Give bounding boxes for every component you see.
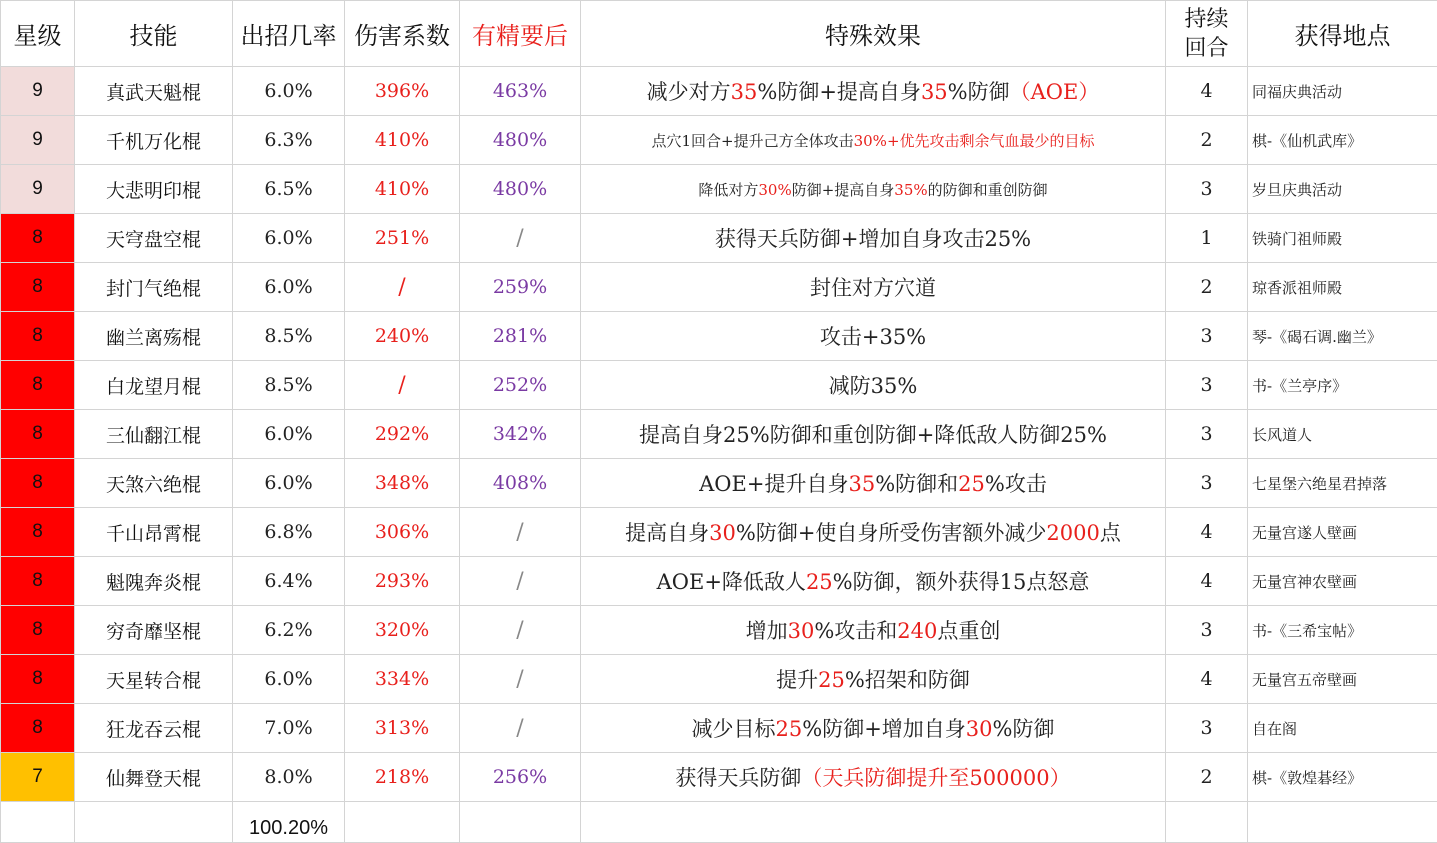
effect-text: 点重创	[937, 619, 1000, 643]
total-cell-empty[interactable]	[75, 802, 233, 843]
table-row	[1, 67, 1437, 116]
refined-cell[interactable]: /	[460, 655, 581, 704]
table-row	[1, 508, 1437, 557]
refined-cell[interactable]: /	[460, 704, 581, 753]
rate-cell[interactable]: 7.0%	[233, 704, 345, 753]
star-cell[interactable]: 8	[1, 361, 75, 410]
effect-highlight: 30%	[854, 132, 887, 150]
location-cell[interactable]: 长风道人	[1248, 410, 1437, 459]
star-cell[interactable]: 8	[1, 606, 75, 655]
table-row	[1, 165, 1437, 214]
location-cell[interactable]: 七星堡六绝星君掉落	[1248, 459, 1437, 508]
effect-cell[interactable]	[581, 67, 1166, 116]
rounds-cell[interactable]: 3	[1166, 606, 1248, 655]
effect-cell[interactable]	[581, 655, 1166, 704]
location-cell[interactable]: 无量宫遂人壁画	[1248, 508, 1437, 557]
header-skill[interactable]: 技能	[75, 1, 233, 67]
effect-text: 减防35%	[829, 374, 918, 398]
rounds-cell[interactable]: 4	[1166, 557, 1248, 606]
rate-cell[interactable]: 6.0%	[233, 410, 345, 459]
skill-name-cell[interactable]: 千机万化棍	[75, 116, 233, 165]
refined-cell[interactable]: 259%	[460, 263, 581, 312]
effect-text: 封住对方穴道	[810, 276, 936, 300]
skill-name-cell[interactable]: 魁隗奔炎棍	[75, 557, 233, 606]
rounds-cell[interactable]: 4	[1166, 508, 1248, 557]
rounds-cell[interactable]: 4	[1166, 67, 1248, 116]
refined-cell[interactable]: /	[460, 214, 581, 263]
location-cell[interactable]: 琼香派祖师殿	[1248, 263, 1437, 312]
table-row	[1, 116, 1437, 165]
location-cell[interactable]: 同福庆典活动	[1248, 67, 1437, 116]
rate-cell[interactable]: 6.2%	[233, 606, 345, 655]
skill-name-cell[interactable]: 真武天魁棍	[75, 67, 233, 116]
effect-highlight: 30	[966, 717, 993, 741]
effect-cell[interactable]	[581, 116, 1166, 165]
refined-cell[interactable]: /	[460, 508, 581, 557]
effect-text: AOE+降低敌人	[657, 570, 806, 594]
rate-cell[interactable]: 6.0%	[233, 263, 345, 312]
rate-cell[interactable]: 6.0%	[233, 655, 345, 704]
damage-cell[interactable]: 348%	[345, 459, 460, 508]
effect-text: 提高自身25%防御和重创防御+降低敌人防御25%	[639, 423, 1107, 447]
star-cell[interactable]: 8	[1, 557, 75, 606]
refined-cell[interactable]: /	[460, 557, 581, 606]
rounds-cell[interactable]: 1	[1166, 214, 1248, 263]
header-rounds[interactable]	[1166, 1, 1248, 67]
rounds-cell[interactable]: 3	[1166, 410, 1248, 459]
damage-cell[interactable]: 251%	[345, 214, 460, 263]
table-row	[1, 557, 1437, 606]
rate-cell[interactable]: 6.8%	[233, 508, 345, 557]
skill-name-cell[interactable]: 三仙翻江棍	[75, 410, 233, 459]
table-row	[1, 606, 1437, 655]
location-cell[interactable]: 自在阁	[1248, 704, 1437, 753]
effect-text: 防御+提高自身	[792, 181, 895, 199]
location-cell[interactable]: 书-《三希宝帖》	[1248, 606, 1437, 655]
effect-text: %防御+使自身所受伤害额外减少	[736, 521, 1047, 545]
effect-cell[interactable]	[581, 606, 1166, 655]
rate-cell[interactable]: 6.0%	[233, 67, 345, 116]
effect-highlight: 35	[848, 472, 875, 496]
location-cell[interactable]: 无量宫五帝壁画	[1248, 655, 1437, 704]
location-cell[interactable]: 无量宫神农壁画	[1248, 557, 1437, 606]
star-cell[interactable]: 9	[1, 67, 75, 116]
damage-cell[interactable]: 293%	[345, 557, 460, 606]
effect-highlight: 25	[806, 570, 833, 594]
table-row	[1, 655, 1437, 704]
rate-cell[interactable]: 6.5%	[233, 165, 345, 214]
star-cell[interactable]: 9	[1, 116, 75, 165]
total-cell-empty[interactable]	[581, 802, 1166, 843]
location-cell[interactable]: 铁骑门祖师殿	[1248, 214, 1437, 263]
rate-cell[interactable]: 6.4%	[233, 557, 345, 606]
effect-text: %防御+提高自身	[757, 80, 921, 104]
damage-cell[interactable]: 320%	[345, 606, 460, 655]
effect-text: 获得天兵防御+增加自身攻击25%	[715, 227, 1031, 251]
damage-cell[interactable]: 410%	[345, 116, 460, 165]
table-row	[1, 361, 1437, 410]
table-row	[1, 459, 1437, 508]
header-effect[interactable]: 特殊效果	[581, 1, 1166, 67]
damage-cell[interactable]: 306%	[345, 508, 460, 557]
star-cell[interactable]: 8	[1, 459, 75, 508]
rounds-cell[interactable]: 3	[1166, 704, 1248, 753]
damage-cell[interactable]: 313%	[345, 704, 460, 753]
effect-text: %防御	[993, 717, 1055, 741]
rounds-cell[interactable]: 2	[1166, 116, 1248, 165]
table-row	[1, 753, 1437, 802]
header-refined[interactable]: 有精要后	[460, 1, 581, 67]
effect-highlight: （天兵防御提升至500000）	[801, 766, 1070, 790]
skill-name-cell[interactable]: 仙舞登天棍	[75, 753, 233, 802]
effect-text: 的防御和重创防御	[928, 181, 1048, 199]
effect-cell[interactable]	[581, 410, 1166, 459]
effect-text: 提升	[776, 668, 818, 692]
rate-cell[interactable]: 8.5%	[233, 361, 345, 410]
effect-highlight: （AOE）	[1010, 80, 1100, 104]
effect-cell[interactable]	[581, 459, 1166, 508]
effect-text: 获得天兵防御	[675, 766, 801, 790]
star-cell[interactable]: 8	[1, 263, 75, 312]
effect-highlight: 240	[897, 619, 937, 643]
damage-cell[interactable]: 218%	[345, 753, 460, 802]
skill-name-cell[interactable]: 幽兰离殇棍	[75, 312, 233, 361]
effect-cell[interactable]	[581, 312, 1166, 361]
skill-name-cell[interactable]: 狂龙吞云棍	[75, 704, 233, 753]
rounds-cell[interactable]: 3	[1166, 361, 1248, 410]
header-damage[interactable]: 伤害系数	[345, 1, 460, 67]
rounds-cell[interactable]: 2	[1166, 753, 1248, 802]
header-location[interactable]: 获得地点	[1248, 1, 1437, 67]
effect-cell[interactable]	[581, 704, 1166, 753]
total-cell-empty[interactable]	[1, 802, 75, 843]
rate-cell[interactable]: 6.3%	[233, 116, 345, 165]
damage-cell[interactable]: 240%	[345, 312, 460, 361]
effect-cell[interactable]	[581, 214, 1166, 263]
refined-cell[interactable]: 463%	[460, 67, 581, 116]
location-cell[interactable]: 棋-《仙机武库》	[1248, 116, 1437, 165]
effect-highlight: 25	[776, 717, 803, 741]
damage-cell[interactable]: 292%	[345, 410, 460, 459]
effect-text: %攻击和	[814, 619, 897, 643]
location-cell[interactable]: 棋-《敦煌碁经》	[1248, 753, 1437, 802]
refined-cell[interactable]: 281%	[460, 312, 581, 361]
effect-cell[interactable]	[581, 263, 1166, 312]
effect-cell[interactable]	[581, 361, 1166, 410]
header-row	[1, 1, 1437, 67]
table-row	[1, 312, 1437, 361]
refined-cell[interactable]: 252%	[460, 361, 581, 410]
header-rounds-line2: 回合	[1184, 36, 1228, 61]
effect-highlight: 35	[921, 80, 948, 104]
rate-cell[interactable]: 8.5%	[233, 312, 345, 361]
table-row	[1, 410, 1437, 459]
total-cell-empty[interactable]	[345, 802, 460, 843]
total-row	[1, 802, 1437, 843]
effect-text: 增加	[746, 619, 788, 643]
location-cell[interactable]: 岁旦庆典活动	[1248, 165, 1437, 214]
refined-cell[interactable]: /	[460, 606, 581, 655]
location-cell[interactable]: 书-《兰亭序》	[1248, 361, 1437, 410]
effect-text: 降低对方	[698, 181, 758, 199]
skill-name-cell[interactable]: 天穹盘空棍	[75, 214, 233, 263]
total-rate-cell[interactable]: 100.20%	[233, 802, 345, 843]
skill-name-cell[interactable]: 白龙望月棍	[75, 361, 233, 410]
effect-text: %攻击	[985, 472, 1047, 496]
skill-name-cell[interactable]: 千山昂霄棍	[75, 508, 233, 557]
effect-text: %防御，额外获得15点怒意	[833, 570, 1090, 594]
total-cell-empty[interactable]	[1248, 802, 1437, 843]
effect-cell[interactable]	[581, 165, 1166, 214]
header-rate[interactable]: 出招几率	[233, 1, 345, 67]
table-row	[1, 704, 1437, 753]
refined-cell[interactable]: 480%	[460, 116, 581, 165]
effect-highlight: +优先攻击剩余气血最少的目标	[887, 132, 1095, 150]
skill-name-cell[interactable]: 封门气绝棍	[75, 263, 233, 312]
star-cell[interactable]: 9	[1, 165, 75, 214]
star-cell[interactable]: 7	[1, 753, 75, 802]
table-row	[1, 214, 1437, 263]
effect-cell[interactable]	[581, 557, 1166, 606]
damage-cell[interactable]: 410%	[345, 165, 460, 214]
refined-cell[interactable]: 342%	[460, 410, 581, 459]
damage-cell[interactable]: 334%	[345, 655, 460, 704]
total-cell-empty[interactable]	[1166, 802, 1248, 843]
rounds-cell[interactable]: 3	[1166, 459, 1248, 508]
effect-text: 攻击+35%	[820, 325, 926, 349]
effect-text: AOE+提升自身	[699, 472, 848, 496]
damage-cell[interactable]: /	[345, 361, 460, 410]
effect-cell[interactable]	[581, 753, 1166, 802]
rate-cell[interactable]: 8.0%	[233, 753, 345, 802]
skill-name-cell[interactable]: 大悲明印棍	[75, 165, 233, 214]
refined-cell[interactable]: 256%	[460, 753, 581, 802]
total-cell-empty[interactable]	[460, 802, 581, 843]
rounds-cell[interactable]: 2	[1166, 263, 1248, 312]
rounds-cell[interactable]: 4	[1166, 655, 1248, 704]
star-cell[interactable]: 8	[1, 508, 75, 557]
star-cell[interactable]: 8	[1, 214, 75, 263]
effect-text: 减少对方	[647, 80, 731, 104]
damage-cell[interactable]: 396%	[345, 67, 460, 116]
skill-name-cell[interactable]: 天星转合棍	[75, 655, 233, 704]
effect-highlight: 30	[709, 521, 736, 545]
damage-cell[interactable]: /	[345, 263, 460, 312]
table-row	[1, 263, 1437, 312]
effect-highlight: 30%	[758, 181, 791, 199]
rate-cell[interactable]: 6.0%	[233, 459, 345, 508]
effect-highlight: 35%	[894, 181, 927, 199]
effect-cell[interactable]	[581, 508, 1166, 557]
effect-highlight: 2000	[1046, 521, 1099, 545]
star-cell[interactable]: 8	[1, 655, 75, 704]
effect-text: 减少目标	[692, 717, 776, 741]
refined-cell[interactable]: 480%	[460, 165, 581, 214]
effect-text: %防御	[948, 80, 1010, 104]
rounds-cell[interactable]: 3	[1166, 312, 1248, 361]
effect-text: 提高自身	[625, 521, 709, 545]
skill-name-cell[interactable]: 穷奇靡坚棍	[75, 606, 233, 655]
header-rounds-line1: 持续	[1184, 7, 1228, 32]
effect-highlight: 25	[958, 472, 985, 496]
effect-highlight: 25	[818, 668, 845, 692]
rate-cell[interactable]: 6.0%	[233, 214, 345, 263]
star-cell[interactable]: 8	[1, 704, 75, 753]
star-cell[interactable]: 8	[1, 410, 75, 459]
effect-highlight: 30	[788, 619, 815, 643]
location-cell[interactable]: 琴-《碣石调.幽兰》	[1248, 312, 1437, 361]
effect-text: %招架和防御	[845, 668, 970, 692]
star-cell[interactable]: 8	[1, 312, 75, 361]
effect-text: %防御+增加自身	[802, 717, 966, 741]
effect-text: %防御和	[875, 472, 958, 496]
effect-text: 点	[1100, 521, 1121, 545]
rounds-cell[interactable]: 3	[1166, 165, 1248, 214]
effect-text: 点穴1回合+提升己方全体攻击	[651, 132, 853, 150]
skill-name-cell[interactable]: 天煞六绝棍	[75, 459, 233, 508]
effect-highlight: 35	[731, 80, 758, 104]
refined-cell[interactable]: 408%	[460, 459, 581, 508]
header-star[interactable]: 星级	[1, 1, 75, 67]
